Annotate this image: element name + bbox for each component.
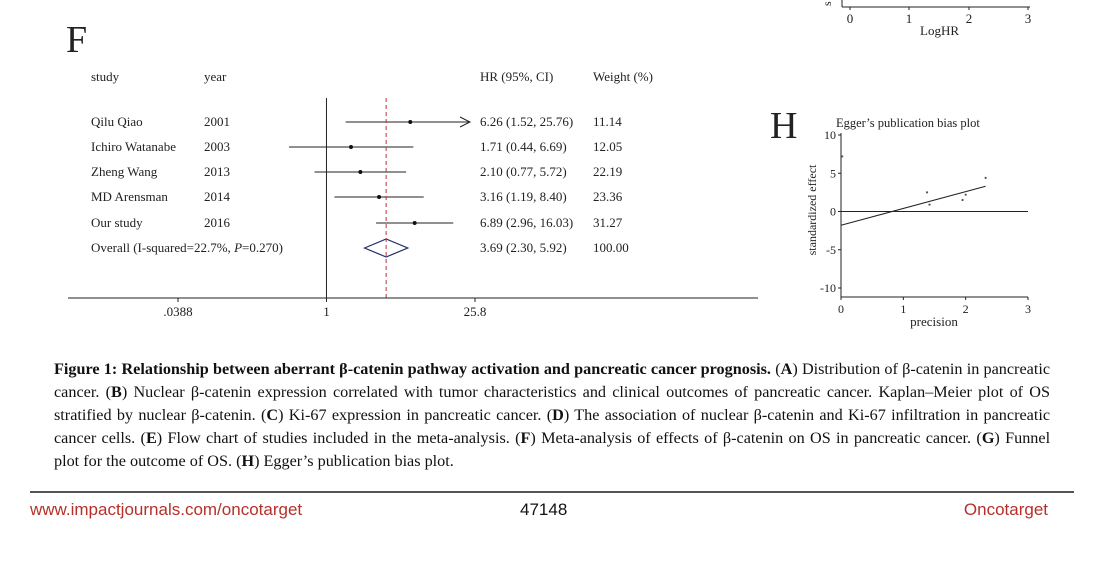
- caption-part-text: The association of nuclear β-catenin and Ki-67 infiltration in pancreatic cancer cells.: [54, 406, 1051, 447]
- caption-part: (H) Egger’s publication bias plot.: [232, 452, 454, 470]
- forest-tick-label: 1: [323, 304, 330, 319]
- study-name: Qilu Qiao: [91, 114, 143, 129]
- egger-x-tick-label: 2: [962, 302, 969, 316]
- overall-weight: 100.00: [593, 240, 629, 255]
- caption-part: (E) Flow chart of studies included in the meta-analysis.: [135, 429, 510, 447]
- egger-title: Egger’s publication bias plot: [836, 116, 980, 130]
- caption-part-text: Egger’s publication bias plot.: [263, 452, 454, 470]
- study-year: 2013: [204, 164, 230, 179]
- panel-g-tick-label: 1: [905, 11, 913, 26]
- caption-part-letter: D: [552, 406, 564, 424]
- header-hr: HR (95%, CI): [480, 69, 554, 84]
- study-weight: 31.27: [593, 215, 623, 230]
- study-point: [358, 170, 362, 174]
- panel-g-y-fragment: s: [820, 1, 834, 6]
- egger-x-tick-label: 3: [1025, 302, 1031, 316]
- panel-g-tick-label: 2: [965, 11, 973, 26]
- caption-part-text: Ki-67 expression in pancreatic cancer.: [288, 406, 542, 424]
- egger-regression-line: [841, 186, 986, 225]
- egger-point: [965, 194, 967, 196]
- study-weight: 22.19: [593, 164, 623, 179]
- caption-part: (C) Ki-67 expression in pancreatic cancer.: [255, 406, 542, 424]
- study-name: MD Arensman: [91, 189, 168, 204]
- footer-journal: Oncotarget: [963, 500, 1048, 519]
- caption-part-text: Nuclear β-catenin expression correlated with tumor characteristics and clinical outcomes of pancreatic cancer. Kaplan–Meier plot of OS stratified by nuclear β-catenin.: [54, 383, 1050, 424]
- egger-y-tick-label: -5: [826, 242, 836, 257]
- header-year: year: [204, 69, 227, 84]
- study-year: 2016: [204, 215, 230, 230]
- panel-letter-f: F: [66, 19, 88, 61]
- caption-part-letter: C: [266, 406, 279, 424]
- study-point: [408, 120, 412, 124]
- caption-part: (D) The association of nuclear β-catenin and Ki-67 infiltration in pancreatic cancer cells.: [54, 406, 1051, 447]
- egger-point: [961, 199, 963, 201]
- caption-part: (G) Funnel plot for the outcome of OS.: [54, 429, 1051, 470]
- study-hr: 6.26 (1.52, 25.76): [480, 114, 574, 129]
- header-study: study: [91, 69, 120, 84]
- study-point: [413, 221, 417, 225]
- study-weight: 12.05: [593, 139, 623, 154]
- caption-part: (B) Nuclear β-catenin expression correlated with tumor characteristics and clinical outcomes of pancreatic cancer. Kaplan–Meier plot of OS stratified by nuclear β-catenin.: [54, 383, 1050, 424]
- caption-part-letter: G: [981, 429, 995, 447]
- panel-g-tick-label: 3: [1024, 11, 1032, 26]
- caption-part-text: Distribution of β-catenin in pancreatic cancer.: [54, 360, 1051, 401]
- egger-y-tick-label: 10: [824, 128, 836, 142]
- study-weight: 11.14: [593, 114, 622, 129]
- caption-part-letter: B: [111, 383, 122, 401]
- study-name: Our study: [91, 215, 143, 230]
- egger-y-tick-label: 5: [830, 166, 836, 181]
- figure-caption: [54, 358, 1050, 473]
- study-hr: 6.89 (2.96, 16.03): [480, 215, 574, 230]
- study-weight: 23.36: [593, 189, 623, 204]
- study-point: [349, 145, 353, 149]
- header-weight: Weight (%): [593, 69, 653, 84]
- study-point: [377, 195, 381, 199]
- caption-part-text: Flow chart of studies included in the meta-analysis.: [167, 429, 510, 447]
- panel-g-partial: [820, 0, 1040, 44]
- caption-part-text: Meta-analysis of effects of β-catenin on OS in pancreatic cancer.: [541, 429, 972, 447]
- caption-part-letter: E: [145, 429, 157, 447]
- overall-row: [91, 239, 629, 257]
- caption-title: Figure 1: Relationship between aberrant β-catenin pathway activation and pancreatic cancer prognosis.: [54, 360, 771, 378]
- egger-x-tick-label: 0: [838, 302, 844, 316]
- study-name: Zheng Wang: [91, 164, 158, 179]
- egger-y-tick-label: -10: [820, 281, 836, 295]
- egger-point: [985, 177, 987, 179]
- egger-point: [841, 155, 843, 157]
- egger-ylabel: standardized effect: [805, 164, 819, 256]
- study-name: Ichiro Watanabe: [91, 139, 176, 154]
- forest-plot: [0, 0, 760, 340]
- egger-plot: [760, 100, 1050, 340]
- footer-rule: [30, 491, 1074, 493]
- caption-part: (F) Meta-analysis of effects of β-catenin on OS in pancreatic cancer.: [509, 429, 972, 447]
- study-year: 2003: [204, 139, 230, 154]
- study-hr: 1.71 (0.44, 6.69): [480, 139, 567, 154]
- caption-part-letter: A: [780, 360, 793, 378]
- panel-letter-h: H: [770, 105, 798, 147]
- panel-g-xlabel: LogHR: [920, 23, 959, 38]
- footer-website-link[interactable]: www.impactjournals.com/oncotarget: [30, 500, 303, 519]
- caption-part-letter: H: [241, 452, 255, 470]
- panel-g-tick-label: 0: [846, 11, 854, 26]
- study-hr: 3.16 (1.19, 8.40): [480, 189, 567, 204]
- egger-xlabel: precision: [910, 314, 958, 329]
- forest-tick-label: 25.8: [463, 304, 487, 319]
- study-year: 2001: [204, 114, 230, 129]
- footer-page-number: 47148: [520, 500, 568, 519]
- egger-y-tick-label: 0: [830, 204, 836, 219]
- egger-x-tick-label: 1: [900, 302, 907, 316]
- study-hr: 2.10 (0.77, 5.72): [480, 164, 567, 179]
- egger-point: [928, 204, 930, 206]
- forest-tick-label: .0388: [163, 304, 193, 319]
- caption-part-text: Funnel plot for the outcome of OS.: [54, 429, 1051, 470]
- egger-point: [926, 191, 928, 193]
- caption-part: (A) Distribution of β-catenin in pancreatic cancer.: [54, 360, 1051, 401]
- study-year: 2014: [204, 189, 230, 204]
- overall-label: Overall (I-squared=22.7%, P=0.270): [91, 240, 283, 255]
- overall-hr: 3.69 (2.30, 5.92): [480, 240, 567, 255]
- caption-part-letter: F: [520, 429, 531, 447]
